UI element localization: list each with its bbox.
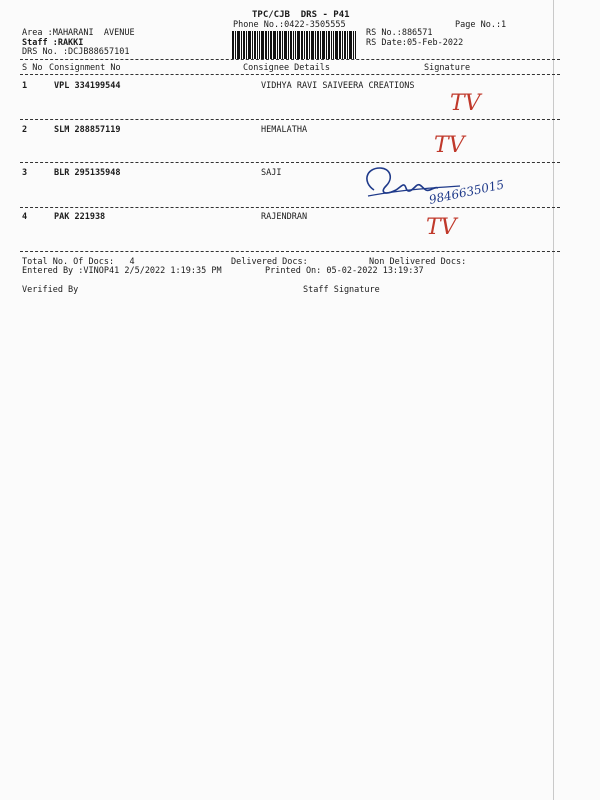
phone-number: Phone No.:0422-3505555 (233, 20, 346, 30)
row-2-sno: 2 (22, 125, 28, 135)
col-sno: S No (22, 63, 43, 73)
row-2-consignee: HEMALATHA (261, 125, 308, 135)
svg-text:TV: TV (426, 215, 457, 240)
staff-label: Staff :RAKKI (22, 38, 84, 48)
col-consignee: Consignee Details (243, 63, 330, 73)
entered-by: Entered By :VINOP41 2/5/2022 1:19:35 PM (22, 266, 222, 276)
rs-number: RS No.:886571 (366, 28, 433, 38)
row-2-consignment: SLM 288857119 (54, 125, 121, 135)
non-delivered-docs: Non Delivered Docs: (369, 257, 467, 267)
row-1-sno: 1 (22, 81, 28, 91)
printed-on: Printed On: 05-02-2022 13:19:37 (265, 266, 424, 276)
staff-signature: Staff Signature (303, 285, 380, 295)
document-title: TPC/CJB DRS - P41 (252, 10, 350, 20)
total-docs: Total No. Of Docs: 4 (22, 257, 135, 267)
row-3-sno: 3 (22, 168, 28, 178)
page-edge-line (553, 0, 554, 800)
barcode (232, 31, 356, 59)
row-3-consignee: SAJI (261, 168, 282, 178)
row-3-consignment: BLR 295135948 (54, 168, 121, 178)
svg-text:TV: TV (450, 91, 481, 116)
row-3-rule (20, 207, 560, 208)
col-consignment: Consignment No (49, 63, 121, 73)
row-1-rule (20, 119, 560, 120)
verified-by: Verified By (22, 285, 79, 295)
page-number: Page No.:1 (455, 20, 507, 30)
delivered-docs: Delivered Docs: (231, 257, 308, 267)
drs-number: DRS No. :DCJB88657101 (22, 47, 130, 57)
area-label: Area :MAHARANI AVENUE (22, 28, 135, 38)
row-1-consignee: VIDHYA RAVI SAIVEERA CREATIONS (261, 81, 415, 91)
svg-text:TV: TV (434, 133, 465, 158)
row-4-signature (422, 208, 466, 240)
row-4-consignee: RAJENDRAN (261, 212, 308, 222)
row-3-signature (360, 160, 530, 208)
header-top-rule (20, 59, 560, 60)
row-4-consignment: PAK 221938 (54, 212, 106, 222)
row-1-signature (446, 86, 486, 116)
row-2-signature (430, 126, 470, 158)
row-1-consignment: VPL 334199544 (54, 81, 121, 91)
header-bottom-rule (20, 74, 560, 75)
row-4-sno: 4 (22, 212, 28, 222)
rs-date: RS Date:05-Feb-2022 (366, 38, 464, 48)
row-4-rule (20, 251, 560, 252)
col-signature: Signature (424, 63, 471, 73)
svg-text:9846635015: 9846635015 (427, 177, 506, 207)
